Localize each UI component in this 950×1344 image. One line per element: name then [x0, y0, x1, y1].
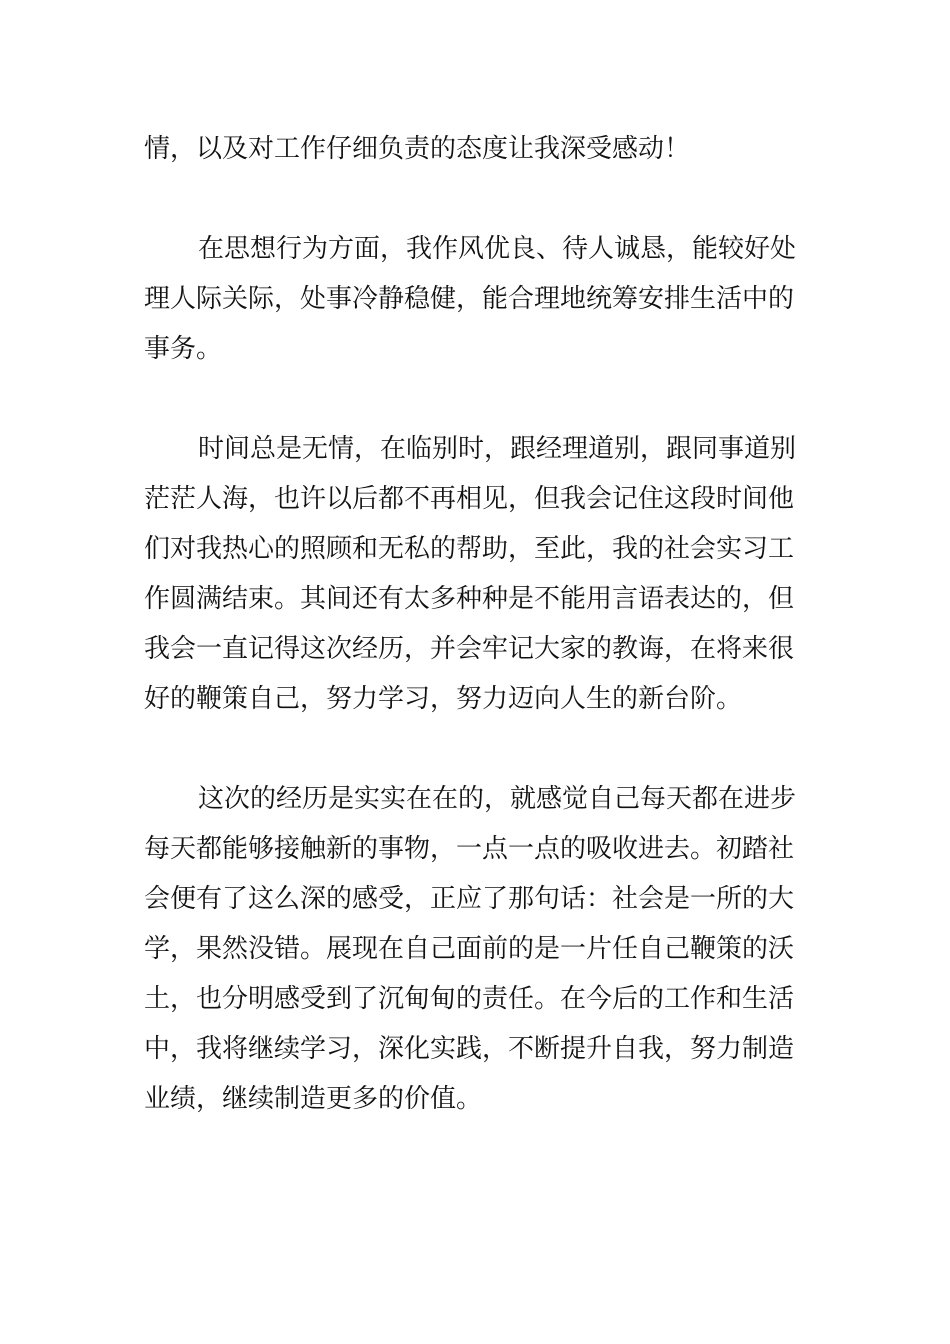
paragraph-line: 们对我热心的照顾和无私的帮助，至此，我的社会实习工 — [144, 534, 795, 564]
paragraph-line: 情，以及对工作仔细负责的态度让我深受感动！ — [144, 134, 691, 164]
paragraph-line: 中，我将继续学习，深化实践，不断提升自我，努力制造 — [144, 1034, 795, 1064]
paragraph-line: 作圆满结束。其间还有太多种种是不能用言语表达的，但 — [144, 584, 795, 614]
paragraph-line: 好的鞭策自己，努力学习，努力迈向人生的新台阶。 — [144, 684, 743, 714]
paragraph-4 — [144, 774, 808, 1124]
paragraph-line: 学，果然没错。展现在自己面前的是一片任自己鞭策的沃 — [144, 934, 795, 964]
paragraph-3 — [144, 424, 808, 724]
paragraph-line: 我会一直记得这次经历，并会牢记大家的教诲，在将来很 — [144, 634, 795, 664]
paragraph-line: 会便有了这么深的感受，正应了那句话：社会是一所的大 — [144, 884, 795, 914]
paragraph-line: 每天都能够接触新的事物，一点一点的吸收进去。初踏社 — [144, 834, 795, 864]
paragraph-line: 理人际关际，处事冷静稳健，能合理地统筹安排生活中的 — [144, 284, 795, 314]
paragraph-line: 这次的经历是实实在在的，就感觉自己每天都在进步 — [198, 784, 797, 814]
paragraph-line: 事务。 — [144, 334, 223, 364]
paragraph-line: 在思想行为方面，我作风优良、待人诚恳，能较好处 — [198, 234, 797, 264]
paragraph-line: 茫茫人海，也许以后都不再相见，但我会记住这段时间他 — [144, 484, 795, 514]
paragraph-line: 时间总是无情，在临别时，跟经理道别，跟同事道别 — [198, 434, 797, 464]
paragraph-line: 土，也分明感受到了沉甸甸的责任。在今后的工作和生活 — [144, 984, 795, 1014]
paragraph-2 — [144, 224, 808, 374]
paragraph-1 — [144, 124, 808, 174]
paragraph-line: 业绩，继续制造更多的价值。 — [144, 1084, 483, 1114]
